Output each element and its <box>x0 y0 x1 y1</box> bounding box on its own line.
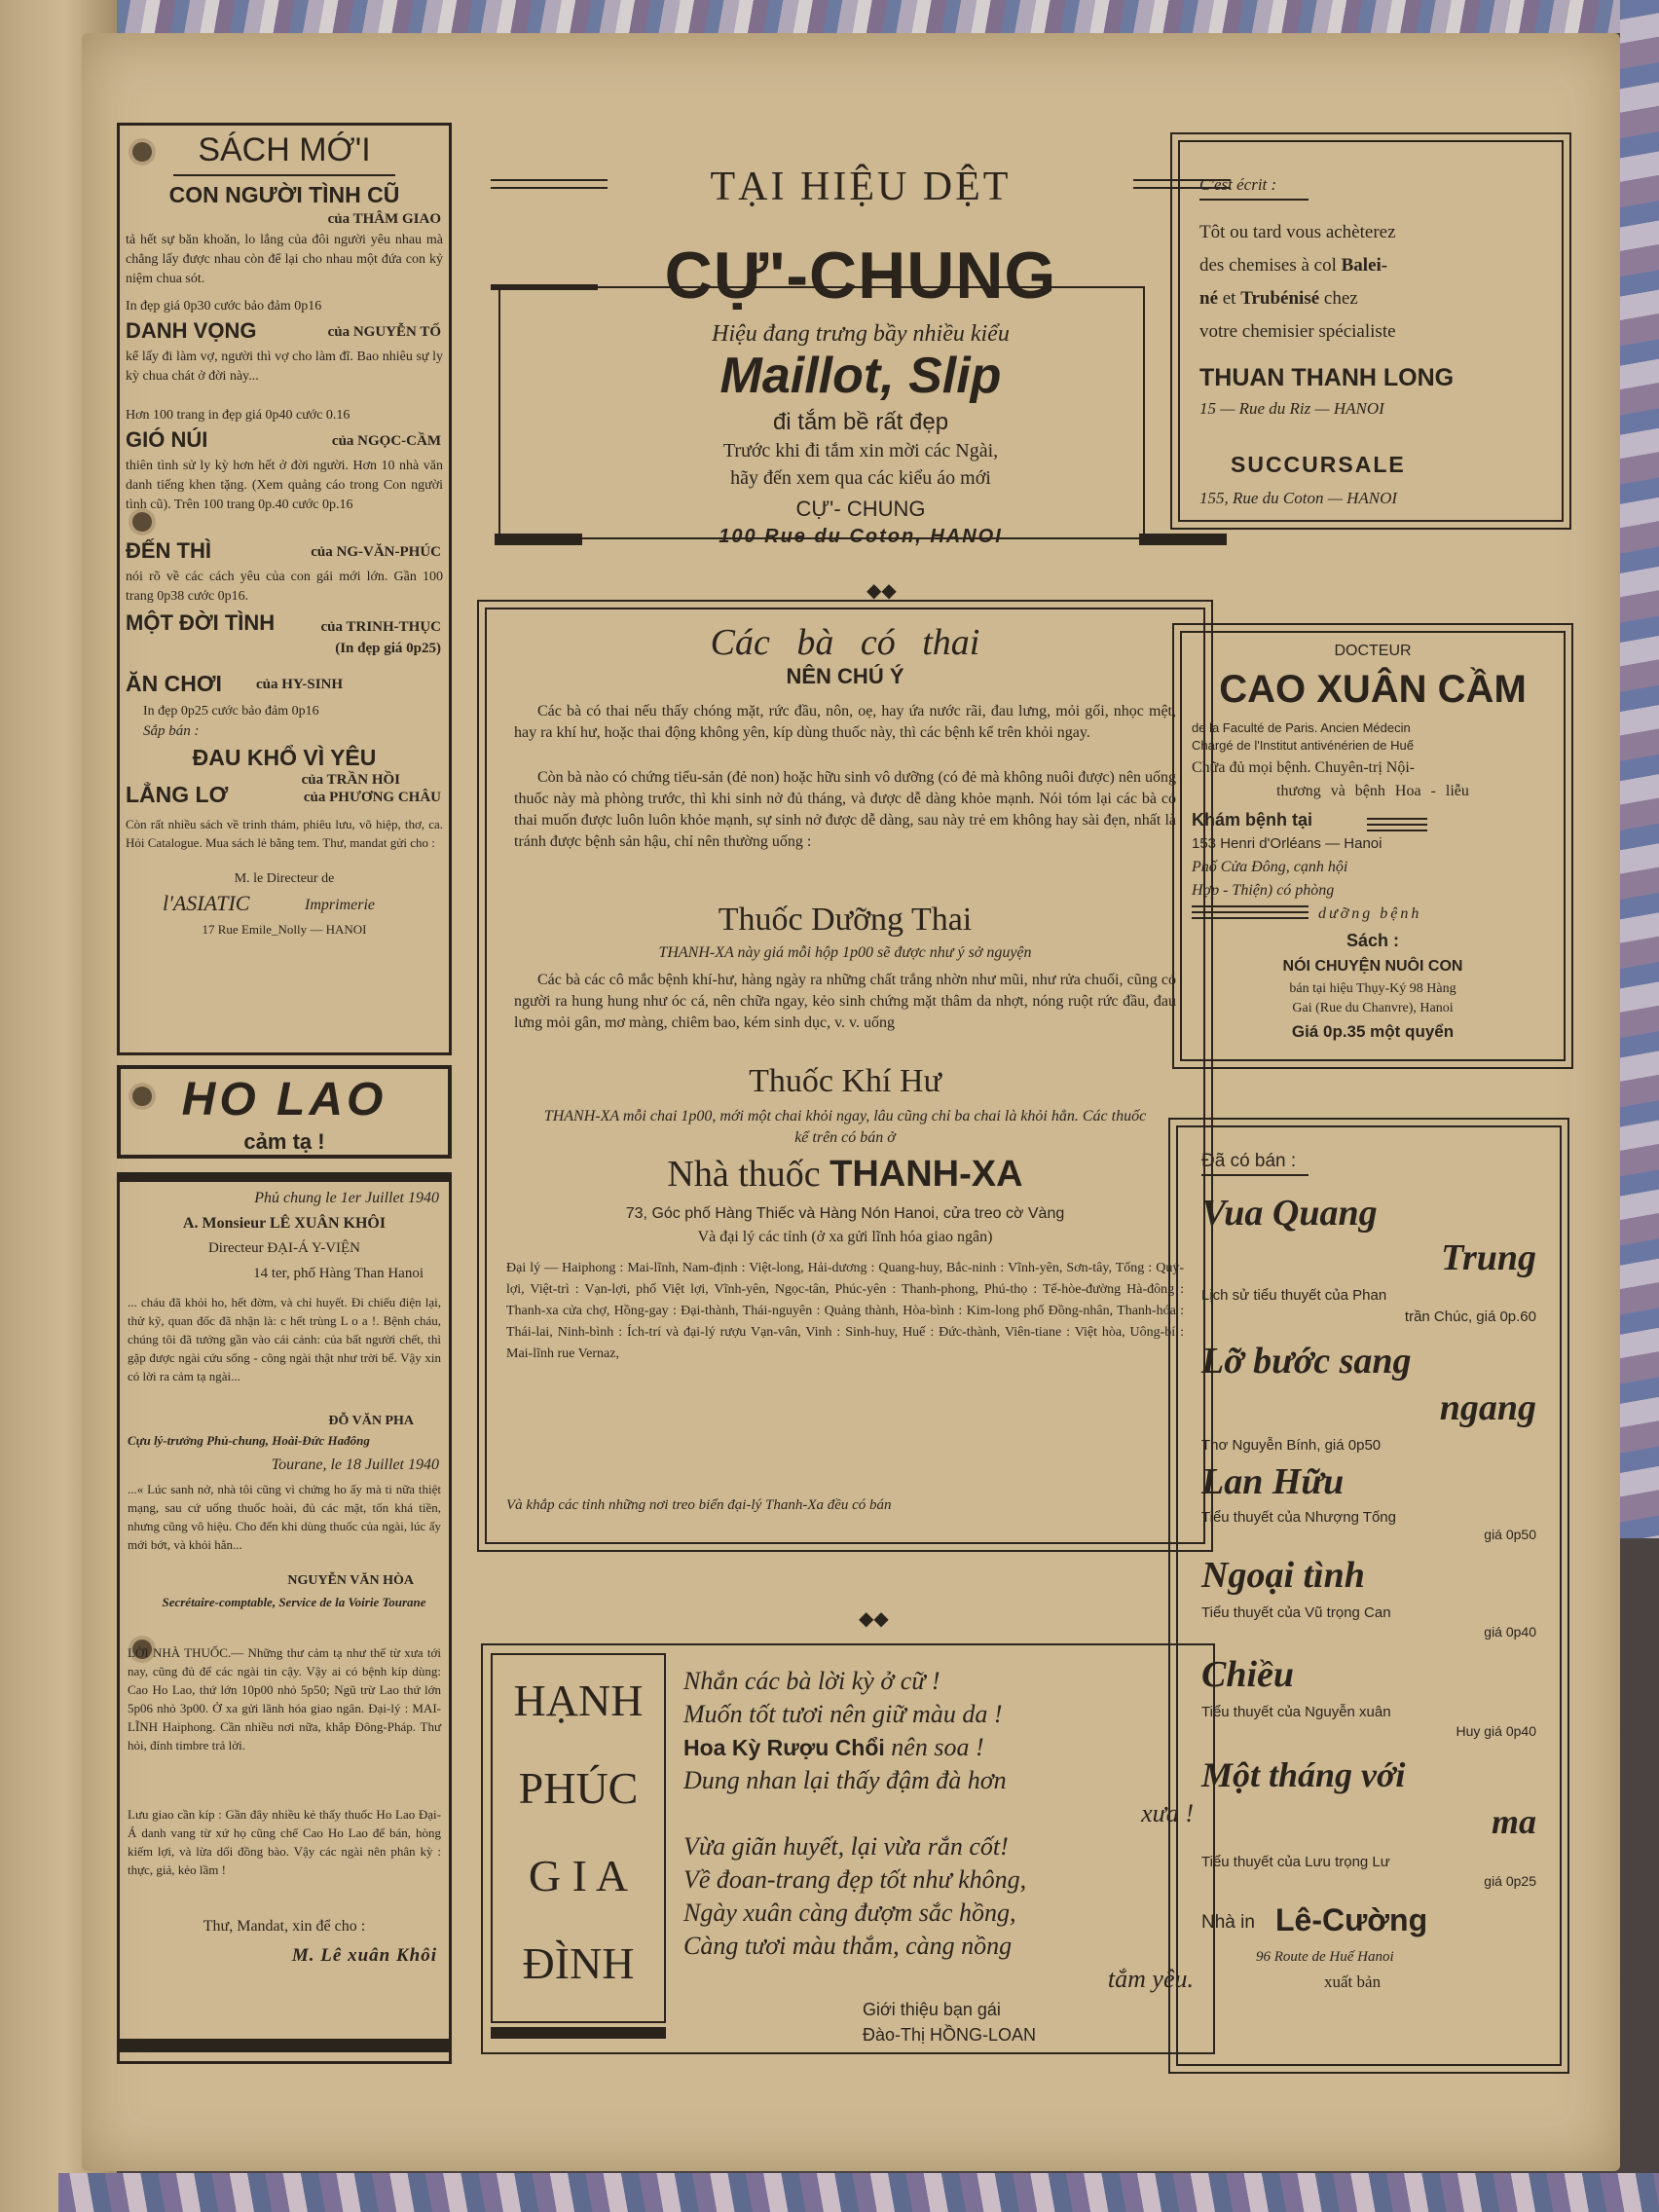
ornament-diamonds: ◆◆ <box>859 1608 889 1630</box>
ad-line: né et Trubénisé chez <box>1199 288 1358 309</box>
medicine-price: THANH-XA mỗi chai 1p00, mới một chai khỏi ngay, lâu cũng chỉ ba chai là khỏi hẳn. Các thuốc kể trên có bán ở <box>543 1108 1147 1146</box>
branch-label: SUCCURSALE <box>1231 452 1406 477</box>
ad-paragraph: Các bà có thai nếu thấy chóng mặt, rức đầu, nôn, oẹ, hay ứa nước rãi, đau lưng, mỏi gối, nhọc mệt, hay ra khí hư, hoặc thai động không yên, kíp dùng thuốc này, thì các bệnh kể trên khỏi ngay. <box>514 703 1176 741</box>
deco-rule <box>1192 917 1309 919</box>
book-title: Một tháng với <box>1201 1755 1406 1794</box>
ad-line: des chemises à col Balei- <box>1199 255 1388 276</box>
book-title: Trung <box>1441 1237 1536 1278</box>
da-co-ban-ad <box>1176 1125 1562 2066</box>
thanh-xa-title: Các bà có thai <box>710 622 980 663</box>
book-author: của THÂM GIAO <box>327 211 441 227</box>
book-info: giá 0p40 <box>1484 1624 1536 1640</box>
sach-moi-header: SÁCH MỚ'I <box>198 131 371 168</box>
doctor-credential: Chargé de l'Institut antivénérien de Huế <box>1192 738 1414 753</box>
sach-moi-ad <box>117 123 452 1055</box>
letter-signature: NGUYỄN VĂN HÒA <box>287 1573 414 1588</box>
branch-address: 155, Rue du Coton — HANOI <box>1199 489 1398 507</box>
agent-footer: Và khắp các tỉnh những nơi treo biển đại-lý Thanh-Xa đều có bán <box>506 1497 892 1513</box>
cu-chung-tagline: Hiệu đang trưng bầy nhiều kiểu <box>712 321 1010 347</box>
publisher-address: 96 Route de Huế Hanoi <box>1256 1949 1394 1965</box>
clinic-address: Hợp - Thiện) có phòng <box>1192 882 1335 899</box>
hanh-phuc-ad <box>481 1643 1215 2054</box>
title-word: PHÚC <box>518 1763 639 1813</box>
mandate-line: Thư, Mandat, xin để cho : <box>203 1918 366 1935</box>
catalogue-note: Còn rất nhiều sách về trinh thám, phiêu lưu, võ hiệp, thơ, ca. Hỏi Catalogue. Mua sách lẻ bằng tem. Thư, mandat gửi cho : <box>126 817 443 850</box>
book-info: Huy giá 0p40 <box>1456 1723 1536 1739</box>
verse-signature-name: Đào-Thị HỒNG-LOAN <box>863 2025 1037 2045</box>
book-info: Thơ Nguyễn Bính, giá 0p50 <box>1201 1437 1382 1454</box>
book-price: In đẹp giá 0p30 cước bảo đảm 0p16 <box>126 299 322 313</box>
book-title: ĐẾN THÌ <box>126 538 211 563</box>
book-description: nói rõ về các cách yêu của con gái mới lớn. Gần 100 trang 0p38 cước 0p16. <box>126 570 443 604</box>
agent-list: Đại lý — Haiphong : Mai-lĩnh, Nam-định : Việt-long, Hải-dương : Quang-huy, Bắc-ninh : Vĩnh-yên, Sơn-tây, Tống : Quý-lợi, Việt-trì : Vạn-lợi, phố Việt lợi, Vĩnh-yên, Ngọc-tân, Phúc-yên : Thanh-phong, Phú-thọ : Tế-hòe-đường Hà-đông : Thanh-xa cửa chợ, Hồng-gay : Đại-thành, Thái-nguyên : Quảng thành, Hòa-bình : Kim-long phố Đồng-nhân, Thanh-hóa : Thái-lai, Ninh-bình : Ích-trí và đại-lý rượu Vạn-vân, Vinh : Sinh-huy, Huế : Đức-thành, Viên-tiane : Việt hòa, Uông-bí : Mai-lĩnh rue Vernaz, <box>506 1261 1184 1361</box>
book-title: ngang <box>1439 1387 1536 1428</box>
deco-rule <box>1367 818 1427 820</box>
pharmacy-name: Nhà thuốc THANH-XA <box>667 1154 1023 1195</box>
verse-signature: Giới thiệu bạn gái <box>863 2000 1001 2019</box>
header-underline <box>173 174 395 176</box>
book-info: Tiểu thuyết của Nguyễn xuân <box>1201 1704 1391 1720</box>
verse-line: Dung nhan lại thấy đậm đà hơn <box>683 1766 1007 1794</box>
clinic-address: 153 Henri d'Orléans — Hanoi <box>1192 835 1382 852</box>
book-info: Lịch sử tiểu thuyết của Phan <box>1201 1287 1387 1304</box>
book-price: Giá 0p.35 một quyển <box>1291 1022 1455 1041</box>
ho-lao-letters <box>117 1182 452 2064</box>
cu-chung-desc: đi tắm bề rất đẹp <box>772 409 949 435</box>
doctor-specialty: thương và bệnh Hoa - liễu <box>1276 783 1469 799</box>
cu-chung-address: 100 Rue du Coton, HANOI <box>719 526 1003 547</box>
doctor-label: DOCTEUR <box>1334 643 1412 659</box>
verse-line: Về đoan-trang đẹp tốt như không, <box>683 1865 1027 1894</box>
letter-signature-title: Secrétaire-comptable, Service de la Voirie Tourane <box>162 1595 426 1609</box>
book-title: ma <box>1491 1802 1536 1841</box>
book-location: Gai (Rue du Chanvre), Hanoi <box>1292 1001 1454 1015</box>
warning-note: Lưu giao cần kíp : Gần đây nhiều kẻ thấy thuốc Ho Lao Đại-Á danh vang từ xứ họ cũng chế Cao Ho Lao để bán, hòng kiếm lợi, và lừa dối đồng bào. Vậy các ngài nên phân kỳ : thực, giả, kẻo lầm ! <box>128 1807 441 1877</box>
newspaper-page <box>82 33 1620 2171</box>
book-info: Tiểu thuyết của Vũ trọng Can <box>1201 1604 1391 1621</box>
intro-line: C'est écrit : <box>1199 175 1277 194</box>
letter-signature: ĐỖ VĂN PHA <box>328 1414 414 1428</box>
book-title: GIÓ NÚI <box>126 427 208 452</box>
book-title: LẲNG LƠ <box>126 782 229 807</box>
doctor-specialty: Chữa đủ mọi bệnh. Chuyên-trị Nội- <box>1192 759 1416 776</box>
publisher-sub: Imprimerie <box>305 897 375 913</box>
shop-name: THUAN THANH LONG <box>1199 364 1455 391</box>
ad-line: Tôt ou tard vous achèterez <box>1199 222 1396 242</box>
deco-rule <box>1192 911 1309 913</box>
cu-chung-brand: CỰ'-CHUNG <box>664 239 1057 313</box>
title-box-rule <box>491 2027 666 2039</box>
book-title: ĐAU KHỔ VÌ YÊU <box>192 745 377 770</box>
book-description: tả hết sự băn khoăn, lo lắng của đôi người yêu nhau mà chẳng lấy được nhau còn để lại cho nhau một đứa con kỷ niệm chua sót. <box>126 233 443 286</box>
pharmacy-address: Và đại lý các tỉnh (ở xa gửi lĩnh hóa giao ngân) <box>697 1229 993 1245</box>
book-author: của TRINH-THỤC (In đẹp giá 0p25) <box>320 619 441 656</box>
book-info: giá 0p25 <box>1484 1873 1536 1889</box>
letter-date: Phủ chung le 1er Juillet 1940 <box>254 1190 439 1206</box>
letter-address: 14 ter, phố Hàng Than Hanoi <box>253 1266 424 1281</box>
book-info: giá 0p50 <box>1484 1527 1536 1542</box>
verse-line: tắm yêu. <box>1107 1965 1194 1993</box>
book-author: của PHƯƠNG CHÂU <box>303 790 441 805</box>
letter-body: ... cháu đã khỏi ho, hết đờm, và chỉ huyết. Đi chiếu điện lại, thử kỹ, quan đốc đã nhận là: c hết trùng L o a !. Bệnh cháu, chúng tôi đã tưởng gần vào cái cảnh: của bất người chết, thì gặp được ngài cứu sống - công ngài thật như trời bể. Vậy xin có lời ra cảm tạ ngài... <box>128 1295 441 1383</box>
book-title: Ngoại tình <box>1201 1555 1365 1596</box>
book-price: Hơn 100 trang in đẹp giá 0p40 cước 0.16 <box>126 408 350 423</box>
deco-rule <box>1367 824 1427 826</box>
book-title: ĂN CHƠI <box>126 671 222 696</box>
letter-signature-title: Cựu lý-trưởng Phủ-chung, Hoài-Đức Hađông <box>128 1433 370 1448</box>
ho-lao-title: HO LAO <box>181 1074 387 1125</box>
book-label: Sách : <box>1346 931 1400 950</box>
marbled-cover-right <box>1620 0 1659 1538</box>
book-info: trần Chúc, giá 0p.60 <box>1404 1309 1536 1325</box>
pharmacy-note: LỜI NHÀ THUỐC.— Những thư cảm tạ như thế từ xưa tới nay, cũng đủ để các ngài tin cậy. Vậy ai có bệnh kíp dùng: Cao Ho Lao, thứ lớn 10p00 nhỏ 5p50; Ngũ trừ Lao thứ lớn 5p06 nhỏ 3p00. Ở xa gửi lãnh hóa giao ngân. Đại-lý : MAI-LĨNH Haiphong. Cần nhiều nơi nữa, khắp Đông-Pháp. Thư hỏi, đính timbre trả lời. <box>128 1645 441 1752</box>
verse-line: Hoa Kỳ Rượu Chổi nên soa ! <box>683 1733 984 1761</box>
book-description: thiên tình sử ly kỳ hơn hết ở đời người. Hơn 10 nhà văn danh tiếng khen tặng. (Xem quảng cáo trong Con người tình cũ). Trên 100 trang 0p.40 cước 0p.16 <box>126 459 443 512</box>
title-word: HẠNH <box>513 1676 644 1725</box>
publisher-label: Nhà in <box>1201 1912 1255 1933</box>
book-author: của HY-SINH <box>256 677 344 692</box>
medicine-name: Thuốc Khí Hư <box>749 1063 941 1099</box>
ornament-diamonds: ◆◆ <box>866 580 897 602</box>
verse-line: Nhắn các bà lời kỳ ở cữ ! <box>683 1667 940 1695</box>
publisher-name: Lê-Cường <box>1275 1902 1428 1937</box>
thanh-xa-subtitle: NÊN CHÚ Ý <box>786 664 904 688</box>
ad-paragraph: Còn bà nào có chứng tiểu-sản (đẻ non) hoặc hữu sinh vô dưỡng (có đẻ mà không nuôi được) nên uống thuốc này mà phòng trước, thì khi sinh nở đủ tháng, và được dễ dàng khỏe mạnh. Nói tóm lại các bà có thai muốn được luôn luôn khỏe mạnh, sự sinh nở được dễ dàng, sau này trẻ em không hay sài đẹn, nhất là tránh được bệnh sản hậu, chỉ nên thường uống : <box>514 769 1176 850</box>
ho-lao-rule <box>117 1172 452 1182</box>
ho-lao-bottom-rule <box>117 2039 452 2052</box>
doctor-name: CAO XUÂN CẦM <box>1219 668 1527 711</box>
book-title: Chiều <box>1201 1654 1295 1695</box>
marbled-cover-bottom <box>58 2173 1659 2212</box>
ad-line: votre chemisier spécialiste <box>1199 321 1396 342</box>
final-signature: M. Lê xuân Khôi <box>291 1945 437 1966</box>
book-price: In đẹp 0p25 cước bảo đảm 0p16 <box>143 704 319 719</box>
book-title: MỘT ĐỜI TÌNH <box>126 610 276 635</box>
label-underline <box>1201 1174 1309 1176</box>
book-info: Tiểu thuyết của Lưu trọng Lư <box>1201 1854 1390 1870</box>
book-title: Lan Hữu <box>1201 1461 1345 1502</box>
marbled-cover-top <box>117 0 1636 33</box>
thuan-thanh-long-ad <box>1178 140 1564 522</box>
verse-line: Muốn tốt tươi nên giữ màu da ! <box>683 1700 1003 1728</box>
verse-line: xưa ! <box>1141 1799 1194 1827</box>
cu-chung-invite: Trước khi đi tắm xin mời các Ngài, <box>722 440 999 461</box>
letter-date: Tourane, le 18 Juillet 1940 <box>271 1456 439 1473</box>
hanh-phuc-title-box <box>491 1653 666 2023</box>
publisher-note: xuất bản <box>1324 1972 1382 1991</box>
book-title: Vua Quang <box>1201 1193 1378 1234</box>
shop-address: 15 — Rue du Riz — HANOI <box>1199 399 1384 418</box>
title-word: G I A <box>528 1851 629 1900</box>
verse-line: Càng tươi màu thắm, càng nồng <box>683 1932 1013 1960</box>
book-title: DANH VỌNG <box>126 318 257 343</box>
ho-lao-subtitle: cảm tạ ! <box>243 1129 325 1154</box>
available-label: Đã có bán : <box>1201 1151 1297 1171</box>
coming-soon-label: Sắp bán : <box>143 723 200 739</box>
thanh-xa-ad <box>485 608 1205 1544</box>
book-title: CON NGƯỜI TÌNH CŨ <box>168 182 400 207</box>
publisher-address: 17 Rue Emile_Nolly — HANOI <box>202 922 367 937</box>
doctor-credential: de la Faculté de Paris. Ancien Médecin <box>1192 720 1411 735</box>
pharmacy-address: 73, Góc phố Hàng Thiếc và Hàng Nón Hanoi, cửa treo cờ Vàng <box>625 1205 1065 1222</box>
ad-paragraph: Các bà các cô mắc bệnh khí-hư, hàng ngày ra những chất trắng nhờn như mũi, như rửa chuối, cũng có người ra hung hung như óc cá, nên chữa ngay, kẻo sinh chứng mặt thâm da nhợt, nóng ruột rức đầu, đau lưng mỏi gân, mơ màng, chiêm bao, kém sinh dục, v. v. uống <box>514 972 1176 1031</box>
intro-underline <box>1199 199 1309 201</box>
clinic-address: Phố Cửa Đông, cạnh hội <box>1192 859 1348 875</box>
cu-chung-invite: hãy đến xem qua các kiểu áo mới <box>730 467 991 489</box>
book-author: của NG-VĂN-PHÚC <box>311 544 441 560</box>
letter-addressee: A. Monsieur LÊ XUÂN KHÔI <box>182 1215 387 1232</box>
book-author: của NGUYỄN TỐ <box>327 324 441 340</box>
ho-lao-banner <box>117 1065 452 1159</box>
book-location: bán tại hiệu Thụy-Ký 98 Hàng <box>1289 981 1456 996</box>
cu-chung-ad <box>491 130 1231 559</box>
book-author: của NGỌC-CẦM <box>331 433 441 449</box>
cu-chung-name: CỰ'- CHUNG <box>795 497 926 521</box>
cu-chung-product: Maillot, Slip <box>719 348 1002 404</box>
docteur-ad <box>1180 631 1566 1061</box>
medicine-price: THANH-XA này giá mỗi hộp 1p00 sẽ được như ý sở nguyện <box>658 944 1032 961</box>
clinic-label: Khám bệnh tại <box>1192 810 1313 830</box>
verse-line: Vừa giãn huyết, lại vừa rắn cốt! <box>683 1832 1009 1861</box>
letter-body: ...« Lúc sanh nở, nhà tôi cũng vì chứng ho ấy mà ti nữa thiệt mạng, sau cứ uống thuốc hoài, đủ các mặt, tốn khá tiền, nhưng cũng vô hiệu. Cho đến khi dùng thuốc của ngài, lúc ấy mới bớt, và khỏi hẳn... <box>128 1482 441 1552</box>
recipient-line: M. le Directeur de <box>234 871 335 886</box>
publisher-name: l'ASIATIC <box>163 891 250 915</box>
letter-addressee-title: Directeur ĐẠI-Á Y-VIỆN <box>207 1240 361 1256</box>
book-info: Tiểu thuyết của Nhượng Tống <box>1201 1509 1396 1526</box>
deco-rule <box>1367 830 1427 831</box>
book-author: của TRẦN HỒI <box>301 772 400 788</box>
book-title: NÓI CHUYỆN NUÔI CON <box>1282 958 1463 975</box>
deco-rule <box>1192 905 1309 907</box>
verse-line: Ngày xuân càng đượm sắc hồng, <box>683 1899 1016 1927</box>
clinic-address: dưỡng bệnh <box>1318 905 1422 922</box>
book-description: kể lấy đi làm vợ, người thì vợ cho làm đĩ. Bao nhiêu sự ly kỳ chua chát ở đời này... <box>126 350 443 384</box>
title-word: ĐÌNH <box>522 1938 635 1988</box>
cu-chung-heading: TẠI HIỆU DỆT <box>710 165 1012 209</box>
medicine-name: Thuốc Dưỡng Thai <box>718 902 973 938</box>
book-title: Lỡ bước sang <box>1201 1341 1412 1382</box>
